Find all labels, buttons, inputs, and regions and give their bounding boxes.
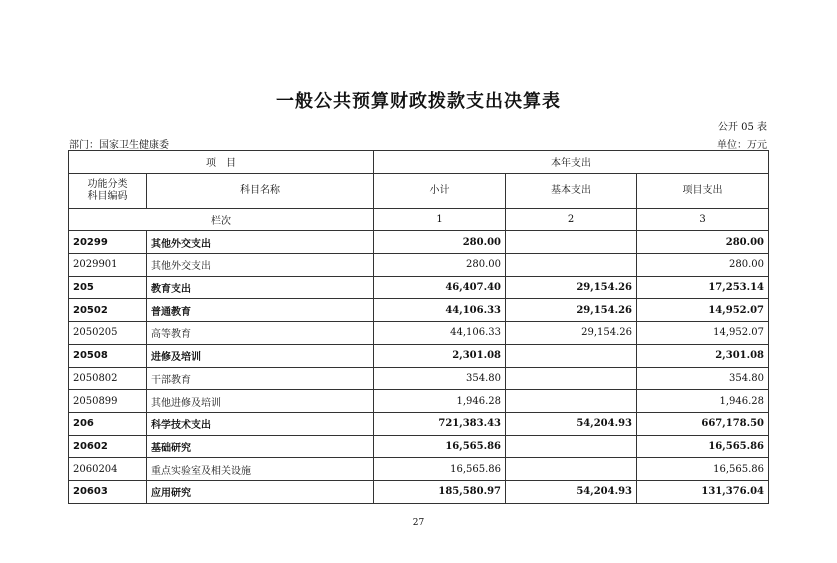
table-row (69, 435, 769, 458)
header-basic: 基本支出 (506, 173, 637, 208)
row-basic: 29,154.26 (506, 299, 637, 322)
table-row (69, 276, 769, 299)
header-project-exp: 项目支出 (637, 173, 769, 208)
row-subtotal: 721,383.43 (374, 412, 506, 435)
row-subtotal: 44,106.33 (374, 322, 506, 345)
row-project: 16,565.86 (637, 458, 769, 481)
unit-label: 单位：万元 (717, 140, 767, 151)
row-project: 354.80 (637, 367, 769, 390)
header-subtotal: 小计 (374, 173, 506, 208)
row-name: 科学技术支出 (147, 412, 374, 435)
form-number: 公开 05 表 (717, 122, 767, 133)
row-basic (506, 390, 637, 413)
row-name: 基础研究 (147, 435, 374, 458)
row-basic: 29,154.26 (506, 276, 637, 299)
page-number: 27 (412, 518, 425, 528)
row-subtotal: 16,565.86 (374, 458, 506, 481)
table-row (69, 344, 769, 367)
row-name: 其他外交支出 (147, 231, 374, 254)
page-title: 一般公共预算财政拨款支出决算表 (276, 91, 561, 112)
row-code: 2029901 (69, 254, 147, 277)
table-row (69, 322, 769, 345)
table-row (69, 231, 769, 254)
header-func-code-line2: 科目编码 (87, 190, 128, 202)
row-basic: 29,154.26 (506, 322, 637, 345)
row-subtotal: 2,301.08 (374, 344, 506, 367)
department-label: 部门：国家卫生健康委 (69, 140, 169, 151)
table-row (69, 480, 769, 503)
row-project: 2,301.08 (637, 344, 769, 367)
row-name: 进修及培训 (147, 344, 374, 367)
row-basic: 54,204.93 (506, 480, 637, 503)
header-project: 项 目 (69, 151, 374, 174)
table-row (69, 254, 769, 277)
row-code: 20502 (69, 299, 147, 322)
header-col2: 2 (506, 208, 637, 231)
row-code: 205 (69, 276, 147, 299)
row-subtotal: 46,407.40 (374, 276, 506, 299)
row-name: 普通教育 (147, 299, 374, 322)
header-column-label: 栏次 (69, 208, 374, 231)
row-subtotal: 185,580.97 (374, 480, 506, 503)
header-func-code (69, 173, 147, 208)
row-basic (506, 231, 637, 254)
row-code: 20602 (69, 435, 147, 458)
row-subtotal: 44,106.33 (374, 299, 506, 322)
row-project: 280.00 (637, 231, 769, 254)
table-row (69, 412, 769, 435)
row-code: 20508 (69, 344, 147, 367)
row-code: 20603 (69, 480, 147, 503)
row-name: 重点实验室及相关设施 (147, 458, 374, 481)
table-row (69, 367, 769, 390)
row-subtotal: 354.80 (374, 367, 506, 390)
row-project: 667,178.50 (637, 412, 769, 435)
header-row-3 (69, 208, 769, 231)
row-code: 2060204 (69, 458, 147, 481)
header-func-code-line1: 功能分类 (87, 178, 128, 190)
row-project: 14,952.07 (637, 299, 769, 322)
row-project: 17,253.14 (637, 276, 769, 299)
header-subject-name: 科目名称 (147, 173, 374, 208)
header-col3: 3 (637, 208, 769, 231)
row-basic (506, 367, 637, 390)
row-basic (506, 254, 637, 277)
header-current-year: 本年支出 (374, 151, 769, 174)
row-project: 16,565.86 (637, 435, 769, 458)
row-basic (506, 458, 637, 481)
row-basic: 54,204.93 (506, 412, 637, 435)
row-name: 应用研究 (147, 480, 374, 503)
row-subtotal: 1,946.28 (374, 390, 506, 413)
row-code: 206 (69, 412, 147, 435)
header-col1: 1 (374, 208, 506, 231)
row-basic (506, 344, 637, 367)
table-row (69, 458, 769, 481)
row-subtotal: 280.00 (374, 231, 506, 254)
row-name: 其他外交支出 (147, 254, 374, 277)
row-code: 2050899 (69, 390, 147, 413)
row-code: 20299 (69, 231, 147, 254)
row-name: 教育支出 (147, 276, 374, 299)
row-project: 280.00 (637, 254, 769, 277)
row-code: 2050205 (69, 322, 147, 345)
table-row (69, 299, 769, 322)
row-subtotal: 16,565.86 (374, 435, 506, 458)
row-name: 干部教育 (147, 367, 374, 390)
row-basic (506, 435, 637, 458)
row-subtotal: 280.00 (374, 254, 506, 277)
table-row (69, 390, 769, 413)
header-row-2 (69, 173, 769, 208)
row-code: 2050802 (69, 367, 147, 390)
row-project: 1,946.28 (637, 390, 769, 413)
row-name: 其他进修及培训 (147, 390, 374, 413)
row-name: 高等教育 (147, 322, 374, 345)
row-project: 14,952.07 (637, 322, 769, 345)
header-row-1 (69, 151, 769, 174)
row-project: 131,376.04 (637, 480, 769, 503)
expenditure-table (68, 150, 769, 504)
